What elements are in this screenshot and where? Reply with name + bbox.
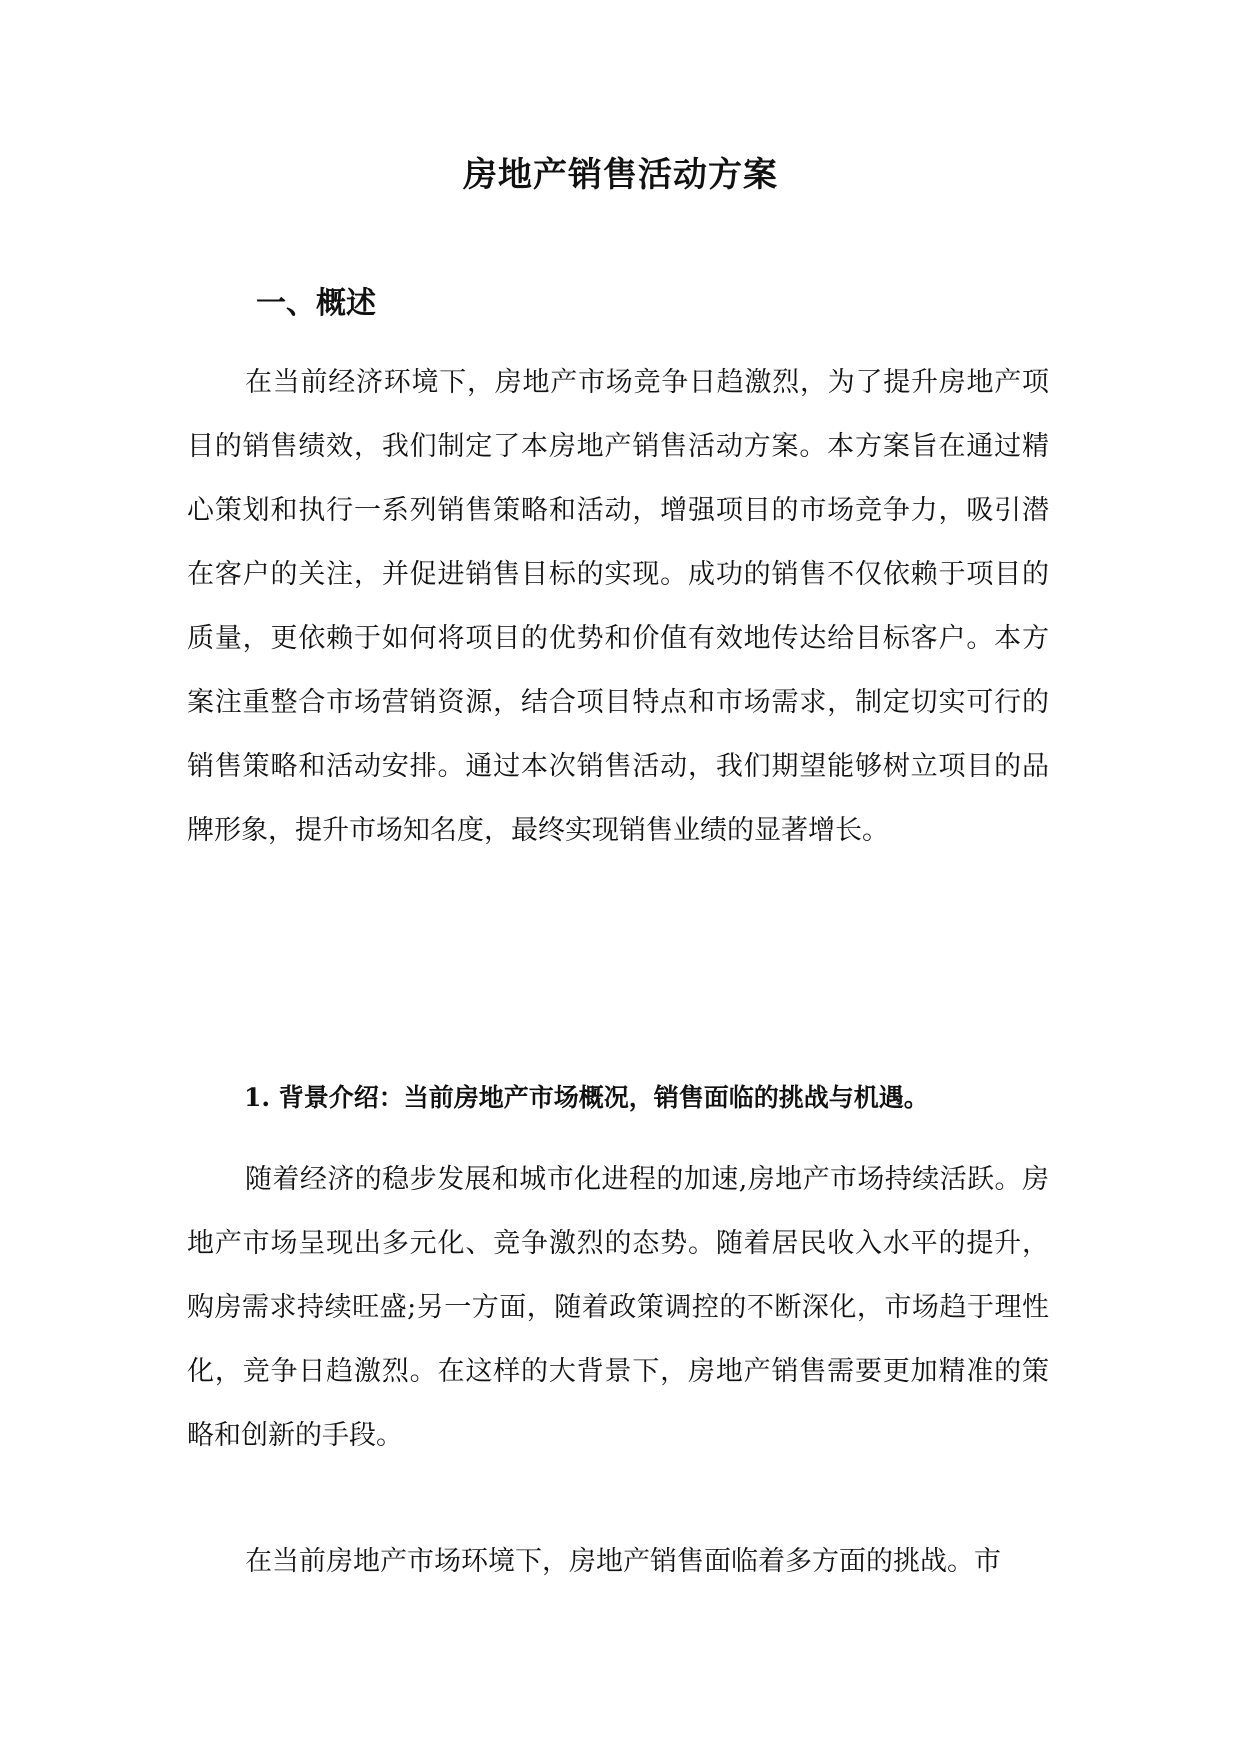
background-paragraph-1: 随着经济的稳步发展和城市化进程的加速,房地产市场持续活跃。房地产市场呈现出多元化、竞争激烈的态势。随着居民收入水平的提升，购房需求持续旺盛;另一方面，随着政策调控的不断深化，市场趋于理性化，竞争日趋激烈。在这样的大背景下，房地产销售需要更加精准的策略和创新的手段。 (187, 1164, 1049, 1451)
subsection-heading-background: 1. 背景介绍：当前房地产市场概况，销售面临的挑战与机遇。 (244, 1083, 929, 1112)
document-title: 房地产销售活动方案 (463, 155, 778, 195)
background-paragraph-2: 在当前房地产市场环境下，房地产销售面临着多方面的挑战。市 (245, 1546, 1001, 1577)
overview-paragraph: 在当前经济环境下，房地产市场竞争日趋激烈，为了提升房地产项目的销售绩效，我们制定了本房地产销售活动方案。本方案旨在通过精心策划和执行一系列销售策略和活动，增强项目的市场竞争力，吸引潜在客户的关注，并促进销售目标的实现。成功的销售不仅依赖于项目的质量，更依赖于如何将项目的优势和价值有效地传达给目标客户。本方案注重整合市场营销资源，结合项目特点和市场需求，制定切实可行的销售策略和活动安排。通过本次销售活动，我们期望能够树立项目的品牌形象，提升市场知名度，最终实现销售业绩的显著增长。 (187, 367, 1049, 846)
section-heading-overview: 一、概述 (256, 286, 376, 321)
